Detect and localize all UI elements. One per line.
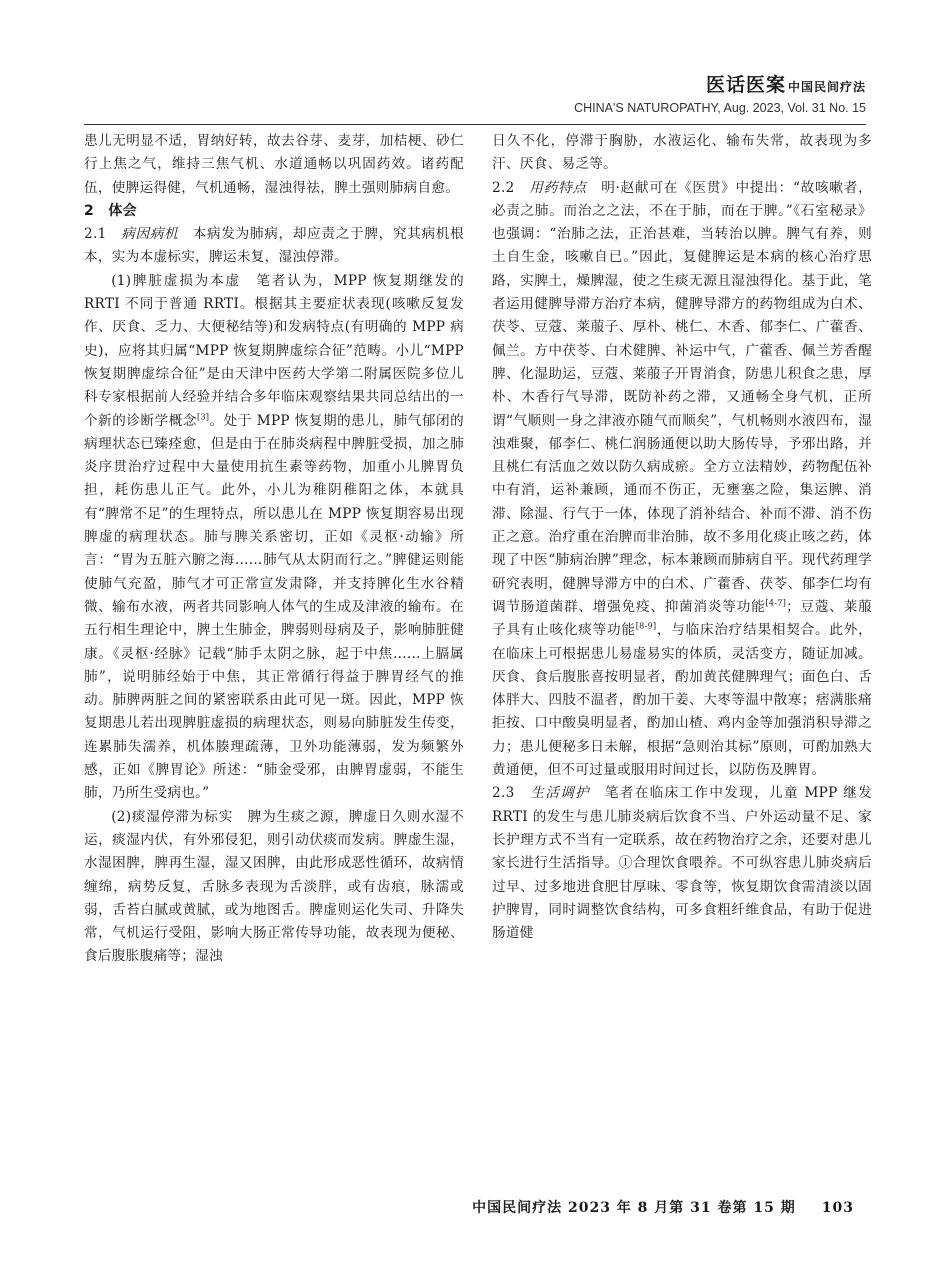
paragraph-text: 笔者在临床工作中发现，儿童 MPP 继发 RRTI 的发生与患儿肺炎病后饮食不当、户外运动量不足、家长护理方式不当有一定联系，故在药物治疗之余，还要对患儿家长进行生活指导。①合理饮食喂养。不可纵容患儿肺炎病后过早、过多地进食肥甘厚味、零食等，恢复期饮食需清淡以固护脾胃，同时调整饮食结构，可多食粗纤维食品，有助于促进肠道健 [492,785,872,942]
paragraph-phlegm-dampness: (2)痰湿停滞为标实 脾为生痰之源，脾虚日久则水湿不运，痰湿内伏，有外邪侵犯，则引动伏痰而发病。脾虚生湿，水湿困脾，脾再生湿，湿又困脾，由此形成恶性循环，故病情缠绵，病势反复，舌脉多表现为舌淡胖，或有齿痕，脉濡或弱，舌苔白腻或黄腻，或为地图舌。脾虚则运化失司、升降失常，气机运行受阻，影响大肠正常传导功能，故表现为便秘、食后腹胀腹痛等；湿浊 [84,808,464,965]
citation-ref: [4-7] [765,598,787,608]
citation-ref: [8-9] [635,621,657,631]
right-column [492,130,872,945]
paragraph-text: 明·赵献可在《医贯》中提出：“故咳嗽者，必责之肺。而治之之法，不在于肺，而在于脾。”《石室秘录》也强调：“治肺之法，正治甚难，当转治以脾。脾气有养，则土自生金，咳嗽自已。”因此，复健脾运是本病的核心治疗思路，实脾土，燥脾湿，使之生痰无源且湿浊得化。基于此，笔者运用健脾导滞方治疗本病，健脾导滞方的药物组成为白术、茯苓、豆蔻、莱菔子、厚朴、桃仁、木香、郁李仁、广藿香、佩兰。方中茯苓、白术健脾、补运中气，广藿香、佩兰芳香醒脾、化湿助运，豆蔻、莱菔子开胃消食，防患儿积食之患，厚朴、木香行气导滞，既防补药之滞，又通畅全身气机，正所谓“气顺则一身之津液亦随气而顺矣”，气机畅则水液四布，湿浊难聚，郁李仁、桃仁润肠通便以助大肠传导，予邪出路，并且桃仁有活血之效以防久病成瘀。全方立法精妙，药物配伍补中有消，运补兼顾，通而不伤正，无壅塞之险，集运脾、消滞、除湿、行气于一体，体现了消补结合、补而不滞、消不伤正之意。治疗重在治脾而非治肺，故不多用化痰止咳之药，体现了中医“肺病治脾”理念，标本兼顾而肺病自平。现代药理学研究表明，健脾导滞方中的白术、广藿香、茯苓、郁李仁均有调节肠道菌群、增强免疫、抑菌消炎等功能 [492,179,872,615]
subsection-2-2 [492,177,872,783]
paragraph-continued: 患儿无明显不适，胃纳好转，故去谷芽、麦芽，加桔梗、砂仁行上焦之气，维持三焦气机、水道通畅以巩固药效。诸药配伍，使脾运得健，气机通畅，湿浊得祛，脾土强则肺病自愈。 [84,133,464,196]
paragraph-text: (1)脾脏虚损为本虚 笔者认为，MPP 恢复期继发的 RRTI 不同于普通 RRTI。根据其主要症状表现(咳嗽反复发作、厌食、乏力、大便秘结等)和发病特点(有明确的 MPP 病史)，应将其归属“MPP 恢复期脾虚综合征”范畴。小儿“MPP 恢复期脾虚综合征”是由天津中医药大学第二附属医院多位儿科专家根据前人经验并结合多年临床观察结果共同总结出的一个新的诊断学概念 [84,272,464,429]
section-2-heading: 2 体会 [84,202,137,219]
logo-subtitle: 中国民间疗法 [787,80,866,94]
citation-ref: [3] [197,412,210,422]
page-footer [472,1197,854,1217]
paragraph-text: ；豆蔻、莱菔子具有止咳化痰等功能 [492,598,872,639]
paragraph-spleen-deficiency [84,270,464,806]
logo-text: 医话医案 [705,74,786,96]
subsection-number: 2.3 [492,785,515,802]
subsection-title: 生活调护 [530,785,591,802]
subsection-2-1 [84,223,464,270]
subsection-text: 本病发为肺病，却应责之于脾，究其病机根本，实为本虚标实，脾运未复，湿浊停滞。 [84,226,464,266]
page-number: 103 [821,1200,854,1216]
journal-issue-line: CHINA'S NATUROPATHY, Aug. 2023, Vol. 31 No. 15 [574,101,866,115]
journal-logo [574,74,866,98]
subsection-number: 2.2 [492,179,515,196]
subsection-title: 病因病机 [121,226,179,243]
header-rule [84,124,866,125]
journal-header [574,74,866,116]
paragraph-text: ，与临床治疗结果相契合。此外，在临床上可根据患儿易虚易实的体质，灵活变方，随证加减。厌食、食后腹胀喜按明显者，酌加黄芪健脾理气；面色白、舌体胖大、四肢不温者，酌加干姜、大枣等温中散寒；痞满胀痛拒按、口中酸臭明显者，酌加山楂、鸡内金等加强消积导滞之力；患儿便秘多日未解，根据“急则治其标”原则，可酌加熟大黄通便，但不可过量或服用时间过长，以防伤及脾胃。 [492,622,872,779]
subsection-title: 用药特点 [529,179,587,196]
subsection-number: 2.1 [84,226,107,243]
paragraph-continued: 日久不化，停滞于胸胁，水液运化、输布失常，故表现为多汗、厌食、易乏等。 [492,133,872,173]
paragraph-text: 。处于 MPP 恢复期的患儿，肺气郁闭的病理状态已臻痊愈，但是由于在肺炎病程中脾脏受损，加之肺炎序贯治疗过程中大量使用抗生素等药物，加重小儿脾胃负担，耗伤患儿正气。此外，小儿为稚阴稚阳之体，本就具有“脾常不足”的生理特点，所以患儿在 MPP 恢复期容易出现脾虚的病理状态。肺与脾关系密切，正如《灵枢·动输》所言：“胃为五脏六腑之海……肺气从太阴而行之。”脾健运则能使肺气充盈，肺气才可正常宣发肃降，并支持脾化生水谷精微、输布水液，两者共同影响人体气的生成及津液的输布。在五行相生理论中，脾土生肺金，脾弱则母病及子，影响肺脏健康。《灵枢·经脉》记载“肺手太阴之脉，起于中焦……上膈属肺”，说明肺经始于中焦，其正常循行得益于脾胃经气的推动。肺脾两脏之间的紧密联系由此可见一斑。因此，MPP 恢复期患儿若出现脾脏虚损的病理状态，则易向肺脏发生传变，连累肺失濡养，机体腠理疏薄，卫外功能薄弱，发为频繁外感，正如《脾胃论》所述：“肺金受邪，由脾胃虚弱，不能生肺，乃所生受病也。” [84,412,464,802]
left-column [84,130,464,969]
footer-citation: 中国民间疗法 2023 年 8 月第 31 卷第 15 期 [472,1200,796,1216]
subsection-2-3 [492,782,872,945]
